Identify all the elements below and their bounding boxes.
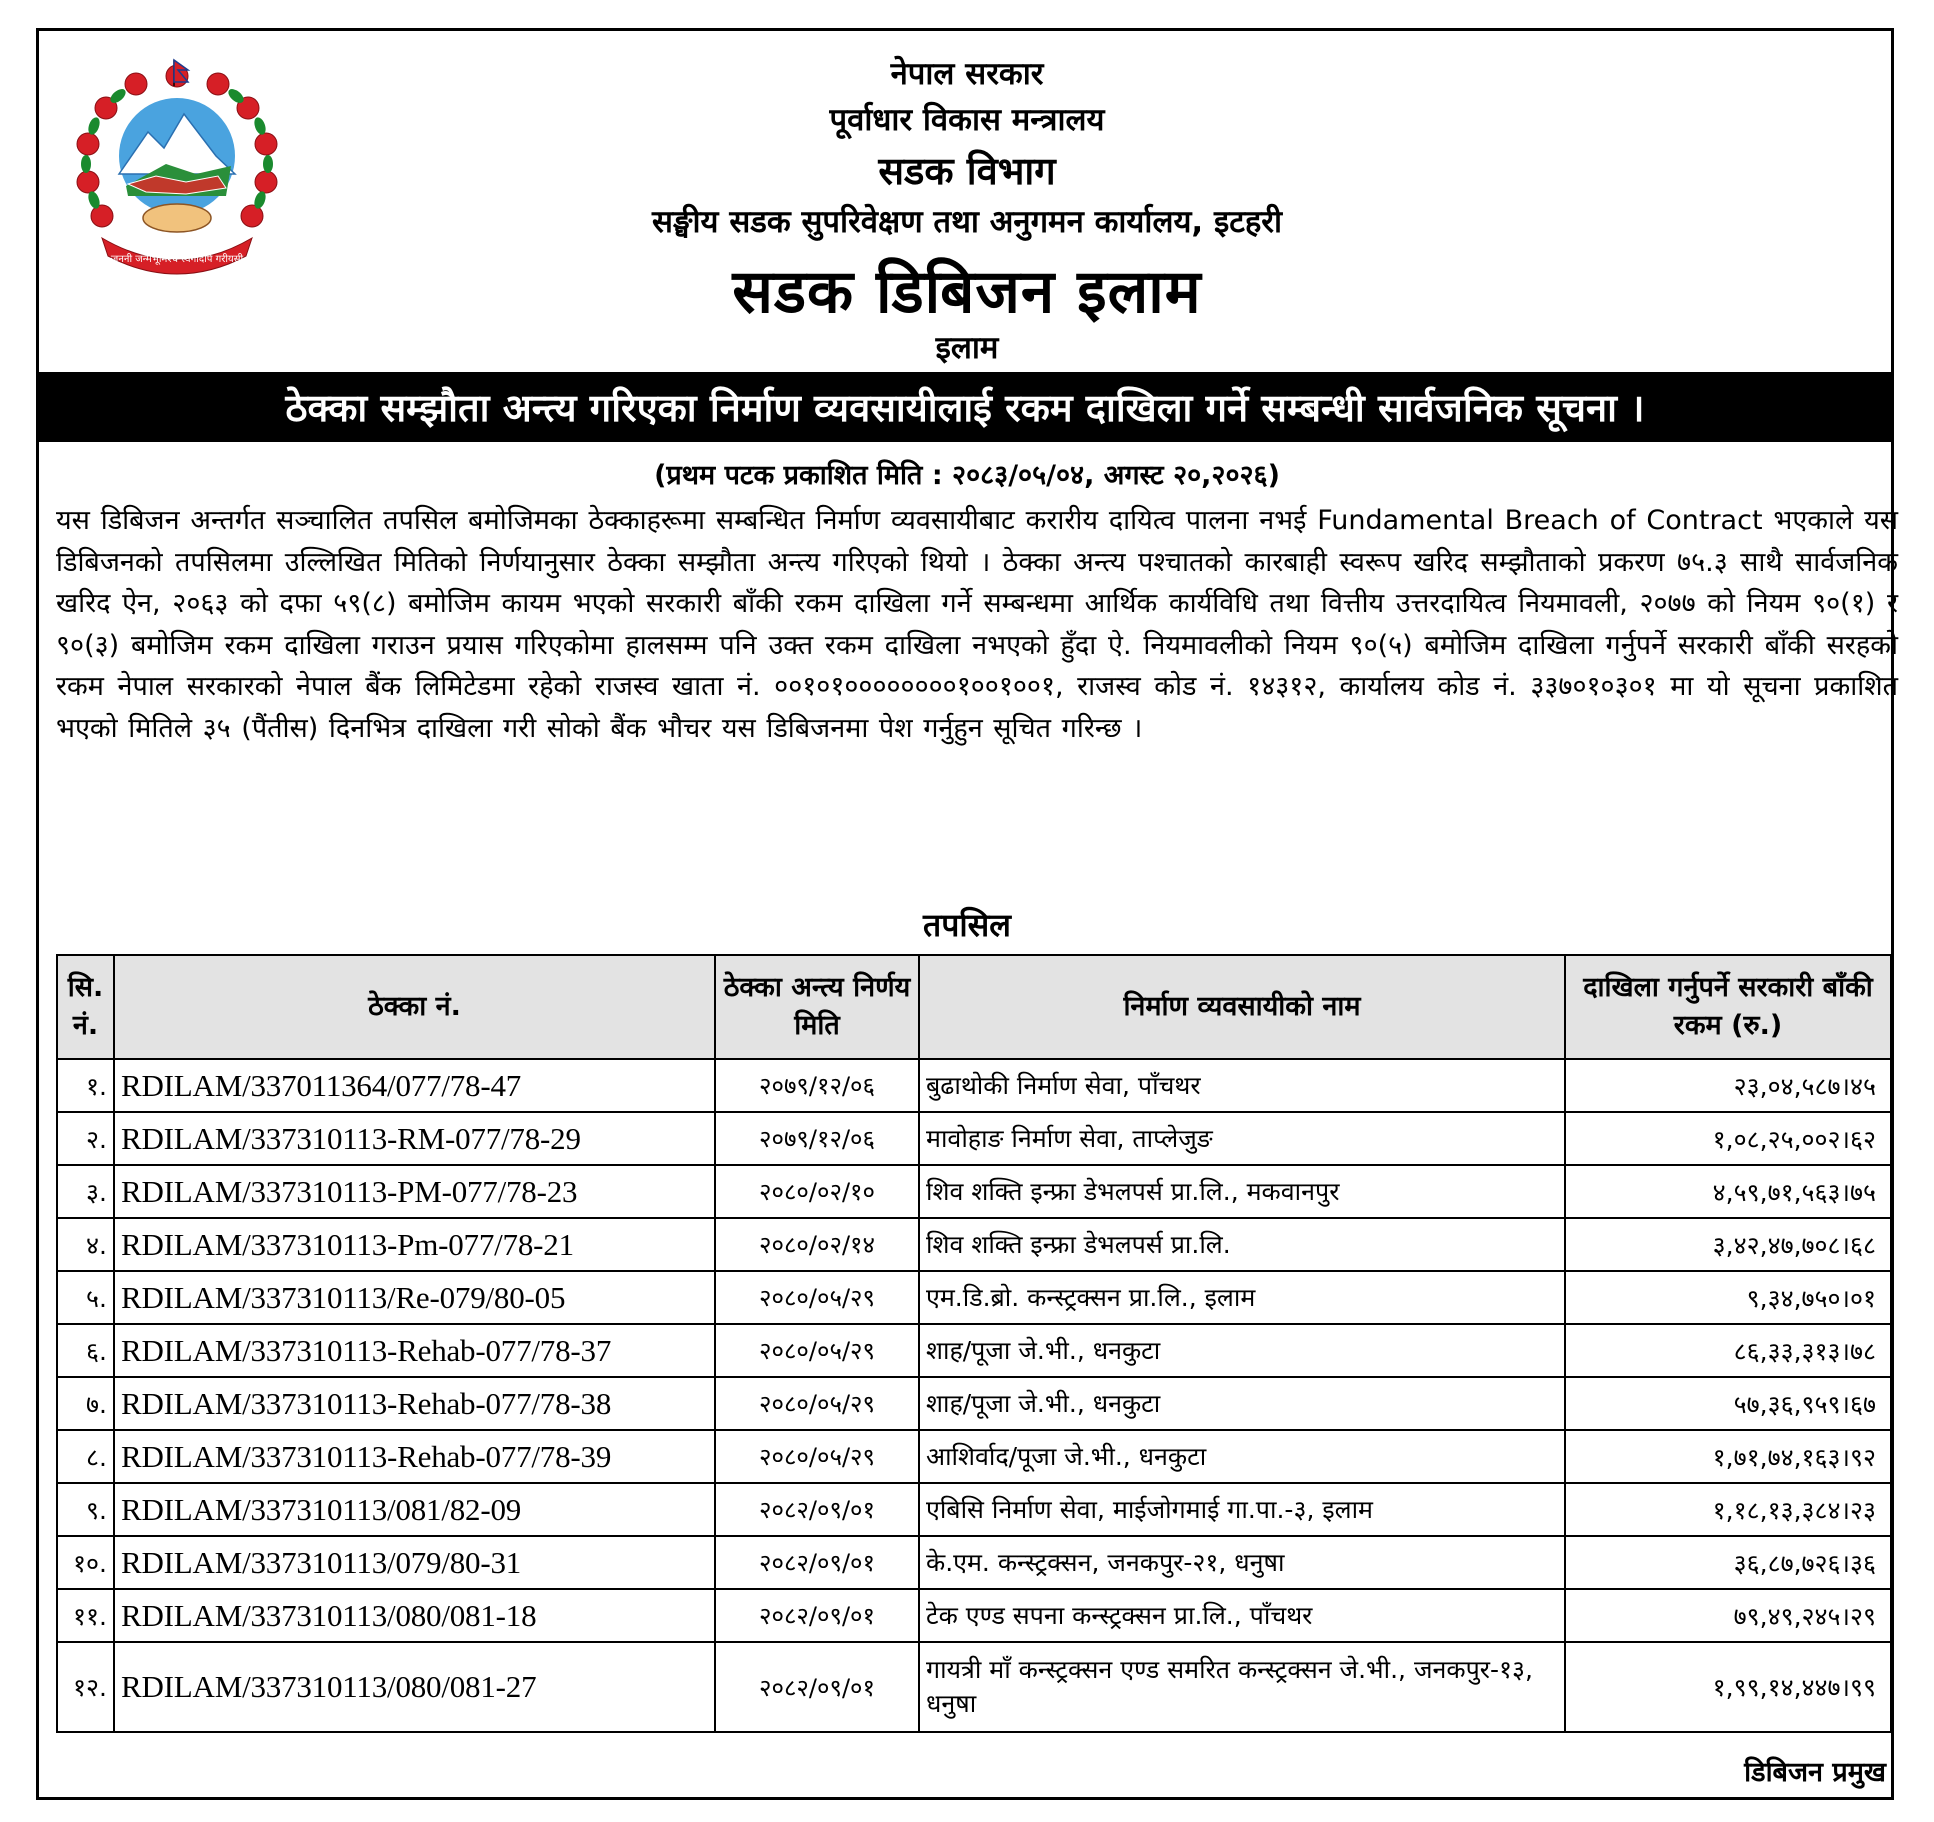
row-sn: १२.	[57, 1642, 114, 1732]
row-date: २०८०/०५/२९	[715, 1377, 919, 1430]
row-contract-no: RDILAM/337011364/077/78-47	[114, 1059, 715, 1112]
row-contract-no: RDILAM/337310113/Re-079/80-05	[114, 1271, 715, 1324]
row-date: २०८०/०५/२९	[715, 1271, 919, 1324]
row-sn: ८.	[57, 1430, 114, 1483]
row-contractor: शाह/पूजा जे.भी., धनकुटा	[919, 1377, 1565, 1430]
publication-date: (प्रथम पटक प्रकाशित मिति : २०८३/०५/०४, अगस्ट २०,२०२६)	[654, 460, 1280, 491]
row-amount: ३६,८७,७२६।३६	[1565, 1536, 1891, 1589]
row-contract-no: RDILAM/337310113/081/82-09	[114, 1483, 715, 1536]
table-row	[57, 1165, 1891, 1218]
row-date: २०७९/१२/०६	[715, 1112, 919, 1165]
ministry-name: पूर्वाधार विकास मन्त्रालय	[829, 102, 1105, 138]
table-row	[57, 1271, 1891, 1324]
row-contractor: बुढाथोकी निर्माण सेवा, पाँचथर	[919, 1059, 1565, 1112]
row-sn: १.	[57, 1059, 114, 1112]
row-amount: १,९९,१४,४४७।९९	[1565, 1642, 1891, 1732]
row-contractor: शिव शक्ति इन्फ्रा डेभलपर्स प्रा.लि.	[919, 1218, 1565, 1271]
table-row	[57, 1218, 1891, 1271]
row-sn: ९.	[57, 1483, 114, 1536]
row-contractor: शिव शक्ति इन्फ्रा डेभलपर्स प्रा.लि., मकवानपुर	[919, 1165, 1565, 1218]
row-date: २०७९/१२/०६	[715, 1059, 919, 1112]
table-row	[57, 1430, 1891, 1483]
government-name: नेपाल सरकार	[890, 56, 1044, 92]
row-contract-no: RDILAM/337310113/080/081-27	[114, 1642, 715, 1732]
row-amount: ९,३४,७५०।०१	[1565, 1271, 1891, 1324]
row-date: २०८०/०२/१४	[715, 1218, 919, 1271]
header-contractor: निर्माण व्यवसायीको नाम	[919, 955, 1565, 1059]
row-contract-no: RDILAM/337310113-PM-077/78-23	[114, 1165, 715, 1218]
notice-body: यस डिबिजन अन्तर्गत सञ्चालित तपसिल बमोजिमका ठेक्काहरूमा सम्बन्धित निर्माण व्यवसायीबाट करारीय दायित्व पालना नभई Fundamental Breach of Contract भएकाले यस डिबिजनको तपसिलमा उल्लिखित मितिको निर्णयानुसार ठेक्का सम्झौता अन्त्य गरिएको थियो । ठेक्का अन्त्य पश्चातको कारबाही स्वरूप खरिद सम्झौताको प्रकरण ७५.३ साथै सार्वजनिक खरिद ऐन, २०६३ को दफा ५९(८) बमोजिम कायम भएको सरकारी बाँकी रकम दाखिला गर्ने सम्बन्धमा आर्थिक कार्यविधि तथा वित्तीय उत्तरदायित्व नियमावली, २०७७ को नियम ९०(१) र ९०(३) बमोजिम रकम दाखिला गराउन प्रयास गरिएकोमा हालसम्म पनि उक्त रकम दाखिला नभएको हुँदा ऐ. नियमावलीको नियम ९०(५) बमोजिम दाखिला गर्नुपर्ने सरकारी बाँकी सरहको रकम नेपाल सरकारको नेपाल बैंक लिमिटेडमा रहेको राजस्व खाता नं. ००१०१००००००००१००१००१, राजस्व कोड नं. १४३१२, कार्यालय कोड नं. ३३७०१०३०१ मा यो सूचना प्रकाशित भएको मितिले ३५ (पैंतीस) दिनभित्र दाखिला गरी सोको बैंक भौचर यस डिबिजनमा पेश गर्नुहुन सूचित गरिन्छ ।	[56, 505, 1898, 744]
row-sn: ४.	[57, 1218, 114, 1271]
row-amount: ७९,४९,२४५।२९	[1565, 1589, 1891, 1642]
row-contractor: एम.डि.ब्रो. कन्स्ट्रक्सन प्रा.लि., इलाम	[919, 1271, 1565, 1324]
office-name: सङ्घीय सडक सुपरिवेक्षण तथा अनुगमन कार्यालय, इटहरी	[651, 204, 1283, 240]
row-sn: २.	[57, 1112, 114, 1165]
row-contract-no: RDILAM/337310113-Pm-077/78-21	[114, 1218, 715, 1271]
row-date: २०८०/०२/१०	[715, 1165, 919, 1218]
row-amount: ३,४२,४७,७०८।६८	[1565, 1218, 1891, 1271]
division-title: सडक डिबिजन इलाम	[732, 257, 1202, 327]
table-row	[57, 1377, 1891, 1430]
row-contract-no: RDILAM/337310113-RM-077/78-29	[114, 1112, 715, 1165]
row-contractor: एबिसि निर्माण सेवा, माईजोगमाई गा.पा.-३, इलाम	[919, 1483, 1565, 1536]
emblem-motto: जननी जन्मभूमिश्च स्वर्गादपि गरीयसी	[110, 254, 244, 265]
table-row	[57, 1589, 1891, 1642]
row-contract-no: RDILAM/337310113/079/80-31	[114, 1536, 715, 1589]
row-contract-no: RDILAM/337310113/080/081-18	[114, 1589, 715, 1642]
row-sn: ३.	[57, 1165, 114, 1218]
contracts-table	[56, 954, 1892, 1733]
row-date: २०८२/०९/०१	[715, 1589, 919, 1642]
row-sn: ६.	[57, 1324, 114, 1377]
row-contractor: मावोहाङ निर्माण सेवा, ताप्लेजुङ	[919, 1112, 1565, 1165]
row-contract-no: RDILAM/337310113-Rehab-077/78-38	[114, 1377, 715, 1430]
notice-title-banner: ठेक्का सम्झौता अन्त्य गरिएका निर्माण व्यवसायीलाई रकम दाखिला गर्ने सम्बन्धी सार्वजनिक सूचना ।	[38, 372, 1892, 442]
row-sn: १०.	[57, 1536, 114, 1589]
row-amount: १,७१,७४,१६३।९२	[1565, 1430, 1891, 1483]
row-contract-no: RDILAM/337310113-Rehab-077/78-39	[114, 1430, 715, 1483]
row-date: २०८२/०९/०१	[715, 1536, 919, 1589]
table-row	[57, 1536, 1891, 1589]
row-amount: ४,५९,७१,५६३।७५	[1565, 1165, 1891, 1218]
row-amount: ५७,३६,९५९।६७	[1565, 1377, 1891, 1430]
row-sn: ११.	[57, 1589, 114, 1642]
row-contractor: के.एम. कन्स्ट्रक्सन, जनकपुर-२१, धनुषा	[919, 1536, 1565, 1589]
row-contract-no: RDILAM/337310113-Rehab-077/78-37	[114, 1324, 715, 1377]
table-row	[57, 1112, 1891, 1165]
table-row	[57, 1324, 1891, 1377]
schedule-title: तपसिल	[922, 906, 1012, 944]
table-row	[57, 1059, 1891, 1112]
header-sn: सि. नं.	[57, 955, 114, 1059]
row-amount: २३,०४,५८७।४५	[1565, 1059, 1891, 1112]
signoff-division-chief: डिबिजन प्रमुख	[1744, 1757, 1886, 1788]
row-amount: ८६,३३,३१३।७८	[1565, 1324, 1891, 1377]
header-amount: दाखिला गर्नुपर्ने सरकारी बाँकी रकम (रु.)	[1565, 955, 1891, 1059]
table-header-row	[57, 955, 1891, 1059]
row-contractor: टेक एण्ड सपना कन्स्ट्रक्सन प्रा.लि., पाँचथर	[919, 1589, 1565, 1642]
row-contractor: शाह/पूजा जे.भी., धनकुटा	[919, 1324, 1565, 1377]
department-name: सडक विभाग	[878, 149, 1056, 193]
row-sn: ५.	[57, 1271, 114, 1324]
row-amount: १,१८,१३,३८४।२३	[1565, 1483, 1891, 1536]
row-date: २०८२/०९/०१	[715, 1483, 919, 1536]
table-row	[57, 1642, 1891, 1732]
location-name: इलाम	[935, 330, 999, 366]
table-row	[57, 1483, 1891, 1536]
header-decision-date: ठेक्का अन्त्य निर्णय मिति	[715, 955, 919, 1059]
row-amount: १,०८,२५,००२।६२	[1565, 1112, 1891, 1165]
row-sn: ७.	[57, 1377, 114, 1430]
row-date: २०८०/०५/२९	[715, 1324, 919, 1377]
row-date: २०८२/०९/०१	[715, 1642, 919, 1732]
row-contractor: आशिर्वाद/पूजा जे.भी., धनकुटा	[919, 1430, 1565, 1483]
row-date: २०८०/०५/२९	[715, 1430, 919, 1483]
row-contractor: गायत्री माँ कन्स्ट्रक्सन एण्ड समरित कन्स्ट्रक्सन जे.भी., जनकपुर-१३, धनुषा	[919, 1642, 1565, 1732]
header-contract-no: ठेक्का नं.	[114, 955, 715, 1059]
